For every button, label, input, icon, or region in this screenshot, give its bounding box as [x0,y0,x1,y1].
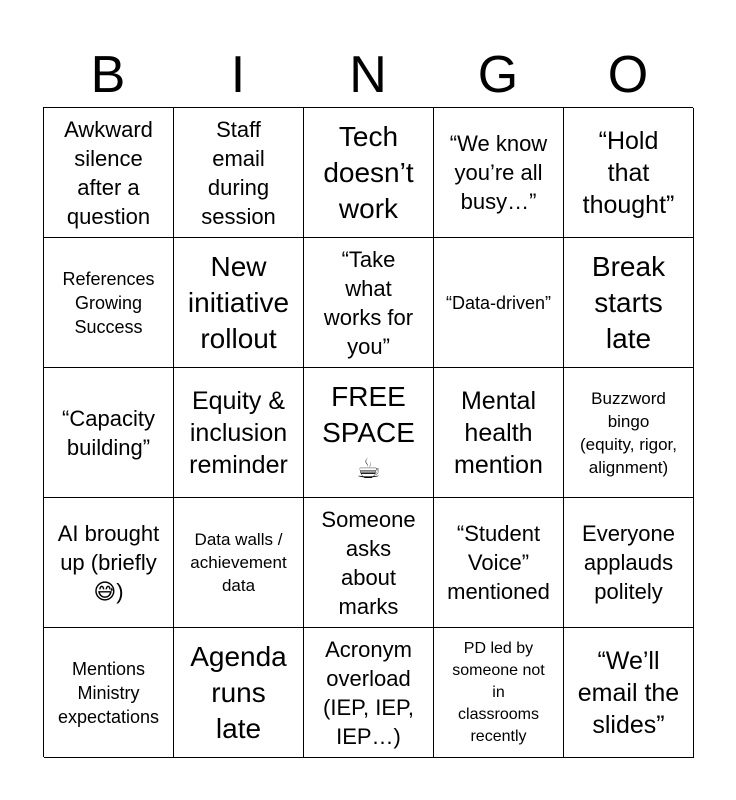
header-letter-n: N [349,46,387,104]
bingo-cell-text: “We know you’re all busy…” [449,131,548,214]
bingo-cell-text: New initiative rollout [187,250,290,354]
bingo-cell-text: Break starts late [591,250,666,354]
bingo-cell-text: “We’ll email the slides” [577,646,680,739]
bingo-cell-r3-c1[interactable] [44,368,174,498]
header-letter-b: B [90,46,126,104]
bingo-cell-r5-c4[interactable] [434,628,564,758]
bingo-cell-r1-c2[interactable] [174,108,304,238]
bingo-cell-r4-c3[interactable] [304,498,434,628]
bingo-cell-r1-c5[interactable] [564,108,694,238]
bingo-cell-text: Equity & inclusion reminder [189,386,288,479]
bingo-cell-text: “Take what works for you” [323,246,414,359]
bingo-cell-text: Staff email during session [201,116,276,229]
bingo-cell-r5-c3[interactable] [304,628,434,758]
bingo-cell-r5-c1[interactable] [44,628,174,758]
bingo-cell-r1-c4[interactable] [434,108,564,238]
bingo-cell-text: Everyone applauds politely [582,521,675,604]
bingo-cell-r2-c3[interactable] [304,238,434,368]
bingo-cell-r4-c2[interactable] [174,498,304,628]
bingo-board [43,107,693,757]
bingo-cell-r1-c1[interactable] [44,108,174,238]
header-letter-i: I [230,46,246,104]
bingo-cell-r3-c4[interactable] [434,368,564,498]
bingo-cell-text: Acronym overload (IEP, IEP, IEP…) [323,636,414,749]
bingo-cell-r2-c2[interactable] [174,238,304,368]
bingo-cell-text: Mental health mention [454,386,543,479]
bingo-cell-r2-c5[interactable] [564,238,694,368]
bingo-cell-text: Buzzword bingo (equity, rigor, alignment) [579,388,677,477]
header-letter-o: O [607,46,649,104]
bingo-cell-r3-c5[interactable] [564,368,694,498]
bingo-cell-r4-c1[interactable] [44,498,174,628]
bingo-cell-r5-c5[interactable] [564,628,694,758]
bingo-cell-r5-c2[interactable] [174,628,304,758]
bingo-cell-text: Awkward silence after a question [64,116,153,229]
bingo-cell-text: References Growing Success [62,268,155,337]
bingo-cell-text: Data walls / achievement data [190,530,287,595]
bingo-cell-r1-c3[interactable] [304,108,434,238]
bingo-cell-text: “Capacity building” [62,405,155,460]
free-space-text: FREE SPACE ☕ [322,380,415,484]
bingo-cell-text: Someone asks about marks [321,506,416,619]
bingo-cell-text: Agenda runs late [190,640,287,744]
bingo-cell-r4-c4[interactable] [434,498,564,628]
bingo-cell-r4-c5[interactable] [564,498,694,628]
bingo-header [43,44,693,106]
bingo-cell-text: “Student Voice” mentioned [447,521,550,604]
bingo-cell-text: “Data-driven” [445,292,552,313]
bingo-cell-r2-c1[interactable] [44,238,174,368]
bingo-cell-r3-c2[interactable] [174,368,304,498]
bingo-cell-r2-c4[interactable] [434,238,564,368]
bingo-cell-text: Tech doesn’t work [323,120,414,224]
bingo-cell-text: “Hold that thought” [582,126,675,219]
bingo-cell-text: PD led by someone not in classrooms recently [452,639,545,745]
bingo-cell-text: AI brought up (briefly 😅) [57,521,160,604]
free-space-cell[interactable] [304,368,434,498]
header-letter-g: G [477,46,519,104]
bingo-cell-text: Mentions Ministry expectations [57,658,160,727]
